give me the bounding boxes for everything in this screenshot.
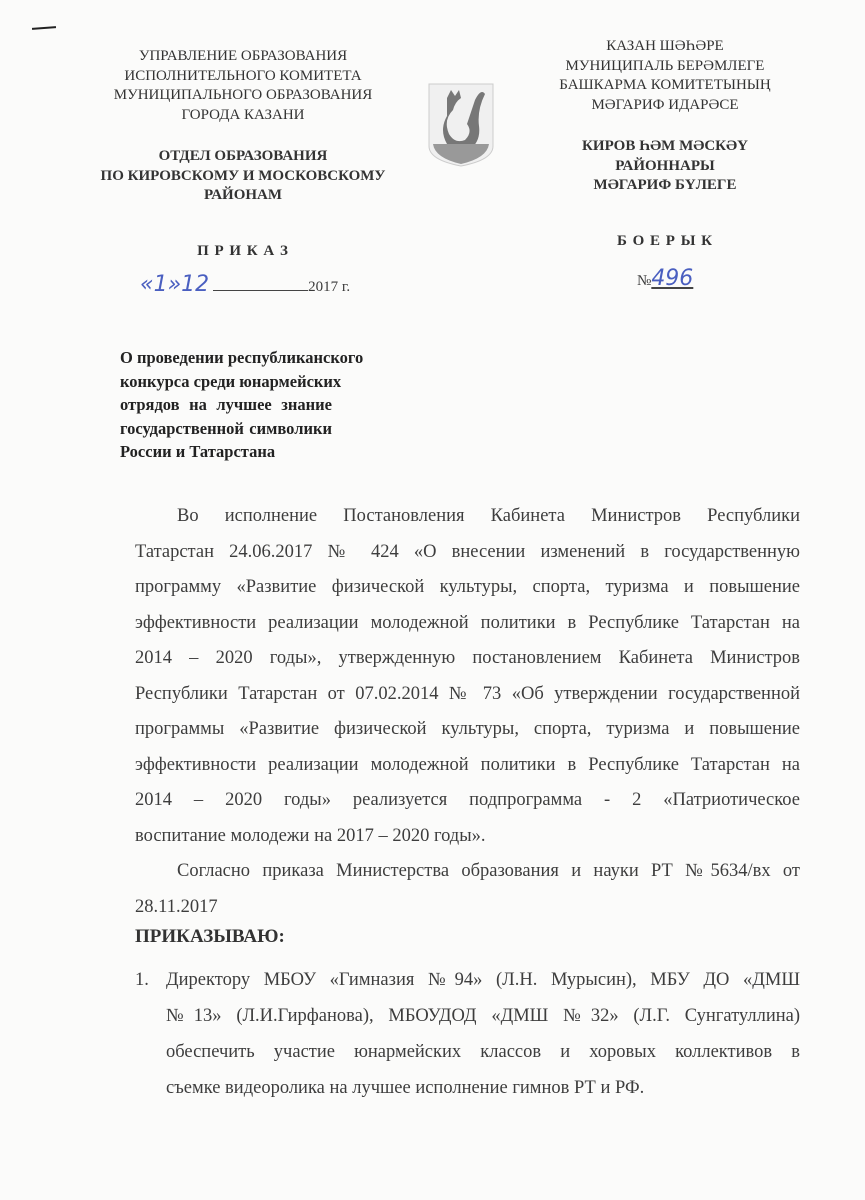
text-line: эффективности реализации молодежной политики в Республике Татарстан на [135, 612, 800, 633]
title-line: О проведении республиканского [120, 348, 364, 367]
dept-line: КИРОВ ҺӘМ МӘСКӘҮ [582, 138, 748, 154]
dept-line: РАЙОННАРЫ [615, 157, 715, 174]
org-line: КАЗАН ШӘҺӘРЕ [606, 38, 724, 54]
text-line: 2014 – 2020 годы» реализуется подпрограмма - 2 «Патриотическое [135, 790, 800, 810]
text-line: программу «Развитие физической культуры, спорта, туризма и повышение [135, 577, 800, 597]
org-line: ИСПОЛНИТЕЛЬНОГО КОМИТЕТА [124, 67, 362, 84]
paragraph-preamble [135, 499, 800, 925]
item-number: 1. [135, 970, 149, 990]
order-heading: ПРИКАЗЫВАЮ: [135, 926, 285, 947]
text-line: 28.11.2017 [135, 896, 218, 917]
org-line: МӘГАРИФ ИДАРӘСЕ [591, 96, 739, 113]
dept-line: МӘГАРИФ БҮЛЕГЕ [593, 177, 737, 193]
text-line: №13» (Л.И.Гирфанова), МБОУДОД «ДМШ №32» (Л.Г. Сунгатуллина) [166, 1006, 800, 1026]
scan-mark [32, 26, 56, 30]
org-line: ГОРОДА КАЗАНИ [181, 106, 305, 123]
order-date [140, 272, 350, 297]
org-line: МУНИЦИПАЛЬНОГО ОБРАЗОВАНИЯ [113, 87, 373, 103]
date-handwritten: «1»12 [140, 272, 210, 297]
number-handwritten: 496 [651, 266, 694, 291]
text-line: съемке видеоролика на лучшее исполнение гимнов РТ и РФ. [166, 1078, 645, 1098]
text-line: 2014 – 2020 годы», утвержденную постановлением Кабинета Министров [135, 648, 800, 668]
doc-type: П Р И К А З [197, 242, 289, 259]
order-item [135, 962, 800, 1106]
number-prefix: № [637, 273, 652, 289]
org-line: БАШКАРМА КОМИТЕТЫНЫҢ [559, 77, 771, 93]
dept-line: ПО КИРОВСКОМУ И МОСКОВСКОМУ [100, 167, 386, 184]
order-number [637, 266, 693, 291]
text-line: Республики Татарстан от 07.02.2014 № 73 «Об утверждении государственной [135, 683, 800, 704]
kazan-coat-of-arms-emblem [425, 80, 497, 168]
header-right [505, 37, 825, 251]
text-line: обеспечить участие юнармейских классов и хоровых коллективов в [166, 1042, 800, 1062]
doc-type: Б О Е Р Ы К [616, 232, 714, 249]
text-line: программы «Развитие физической культуры, спорта, туризма и повышение [135, 719, 800, 739]
title-line: отрядов на лучшее знание [120, 395, 332, 414]
header-left [83, 47, 403, 261]
text-line: Во исполнение Постановления Кабинета Министров Республики [177, 506, 800, 526]
org-line: УПРАВЛЕНИЕ ОБРАЗОВАНИЯ [138, 48, 348, 64]
date-year: 2017 г. [308, 279, 351, 295]
org-line: МУНИЦИПАЛЬ БЕРӘМЛЕГЕ [565, 57, 765, 74]
text-line: Согласно приказа Министерства образования и науки РТ №5634/вх от [177, 861, 800, 881]
text-line: Татарстан 24.06.2017 № 424 «О внесении изменений в государственную [135, 541, 800, 562]
title-line: государственной символики [120, 418, 332, 438]
dept-line: РАЙОНАМ [203, 187, 283, 203]
title-line: России и Татарстана [120, 442, 276, 461]
text-line: Директору МБОУ «Гимназия №94» (Л.Н. Мурысин), МБУ ДО «ДМШ [166, 970, 800, 990]
document-title [120, 346, 364, 464]
text-line: эффективности реализации молодежной политики в Республике Татарстан на [135, 754, 800, 775]
dept-line: ОТДЕЛ ОБРАЗОВАНИЯ [158, 148, 328, 164]
title-line: конкурса среди юнармейских [120, 371, 342, 391]
text-line: воспитание молодежи на 2017 – 2020 годы». [135, 825, 486, 846]
